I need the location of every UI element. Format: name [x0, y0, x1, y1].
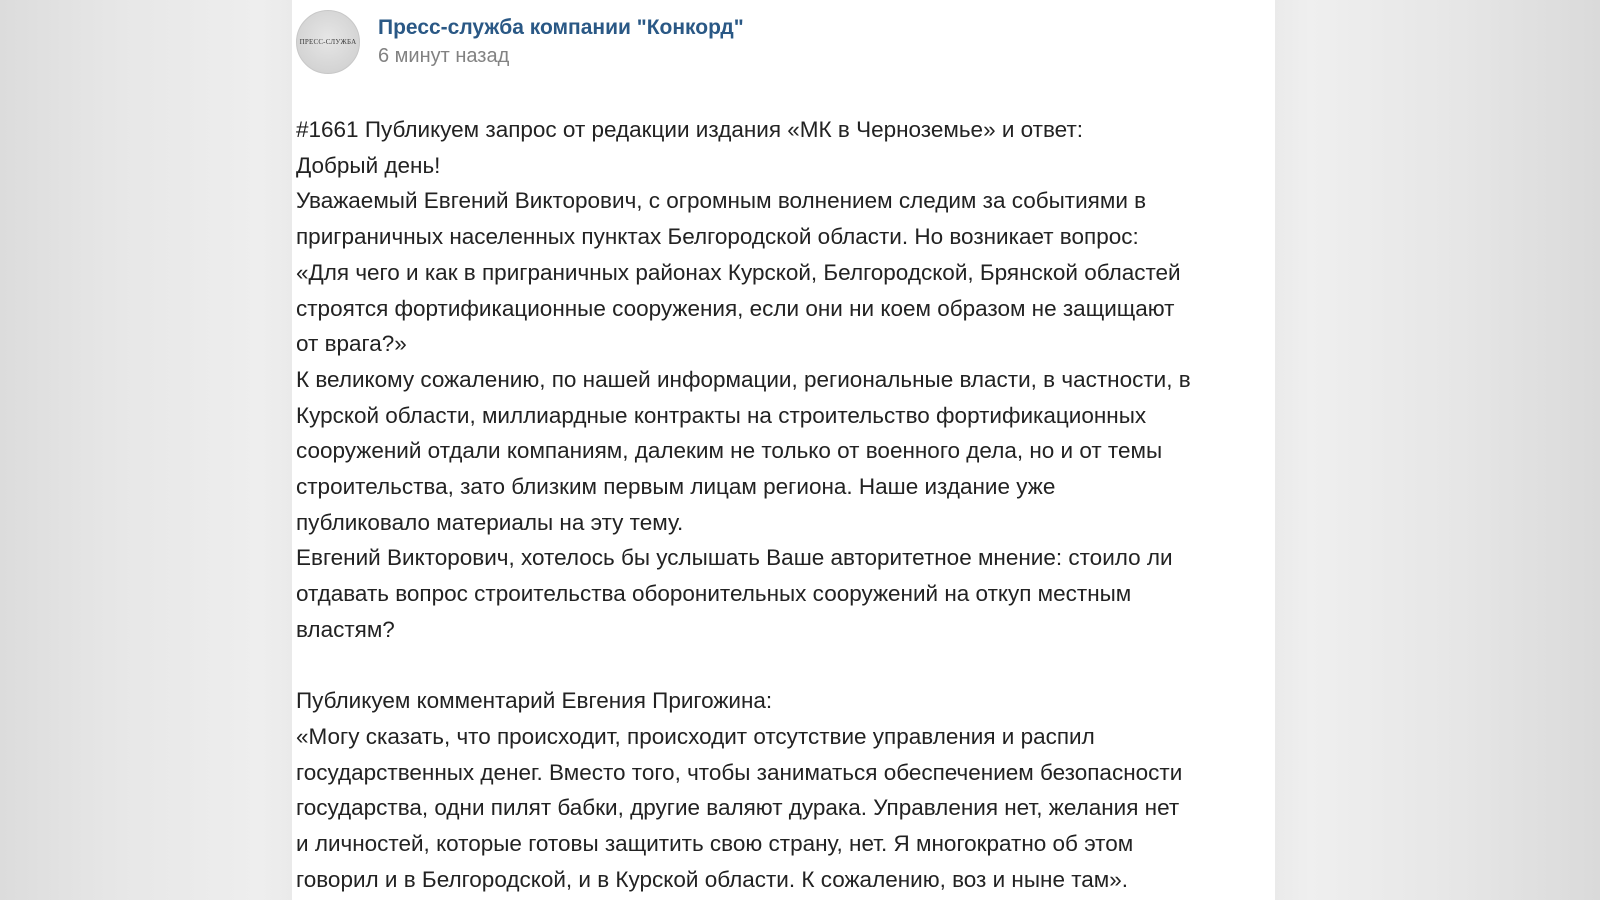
post-text-line: сооружений отдали компаниям, далеким не только от военного дела, но и от темы: [296, 438, 1163, 464]
post-timestamp-link[interactable]: 6 минут назад: [378, 45, 510, 67]
post-header: [296, 10, 1196, 76]
avatar[interactable]: [296, 10, 360, 74]
post-text-line: строительства, зато близким первым лицам региона. Наше издание уже: [296, 474, 1056, 500]
avatar-logo-text: ПРЕСС-СЛУЖБА: [299, 38, 357, 46]
post-text-line: публиковало материалы на эту тему.: [296, 509, 684, 535]
wall-post: [292, 0, 1275, 900]
post-text-line: приграничных населенных пунктах Белгородской области. Но возникает вопрос:: [296, 224, 1139, 250]
post-text-line: государства, одни пилят бабки, другие валяют дурака. Управления нет, желания нет: [296, 795, 1180, 821]
post-text-line: «Для чего и как в приграничных районах Курской, Белгородской, Брянской областей: [296, 259, 1181, 285]
post-text-line: «Могу сказать, что происходит, происходит отсутствие управления и распил: [296, 723, 1095, 749]
post-text-line: и личностей, которые готовы защитить свою страну, нет. Я многократно об этом: [296, 831, 1134, 857]
post-text-line: отдавать вопрос строительства оборонительных сооружений на откуп местным: [296, 581, 1132, 607]
post-text-line: #1661 Публикуем запрос от редакции издания «МК в Черноземье» и ответ:: [296, 117, 1084, 142]
post-text-line: Уважаемый Евгений Викторович, с огромным волнением следим за событиями в: [296, 188, 1147, 214]
post-text-line: властям?: [296, 616, 395, 642]
post-text: [296, 112, 1256, 897]
post-text-line: К великому сожалению, по нашей информации, региональные власти, в частности, в: [296, 366, 1191, 392]
post-text-line: государственных денег. Вместо того, чтобы заниматься обеспечением безопасности: [296, 759, 1183, 785]
post-text-line: строятся фортификационные сооружения, если они ни коем образом не защищают: [296, 295, 1175, 321]
post-text-line: Курской области, миллиардные контракты на строительство фортификационных: [296, 402, 1147, 428]
post-text-blank-line: [296, 648, 1256, 684]
post-text-line: Публикуем комментарий Евгения Пригожина:: [296, 688, 773, 714]
post-text-line: Евгений Викторович, хотелось бы услышать Ваше авторитетное мнение: стоило ли: [296, 545, 1173, 571]
post-text-line: Добрый день!: [296, 152, 441, 178]
post-text-line: от врага?»: [296, 331, 407, 357]
author-name-link[interactable]: Пресс-служба компании "Конкорд": [378, 16, 744, 39]
post-text-line: говорил и в Белгородской, и в Курской области. К сожалению, воз и ныне там».: [296, 866, 1129, 892]
